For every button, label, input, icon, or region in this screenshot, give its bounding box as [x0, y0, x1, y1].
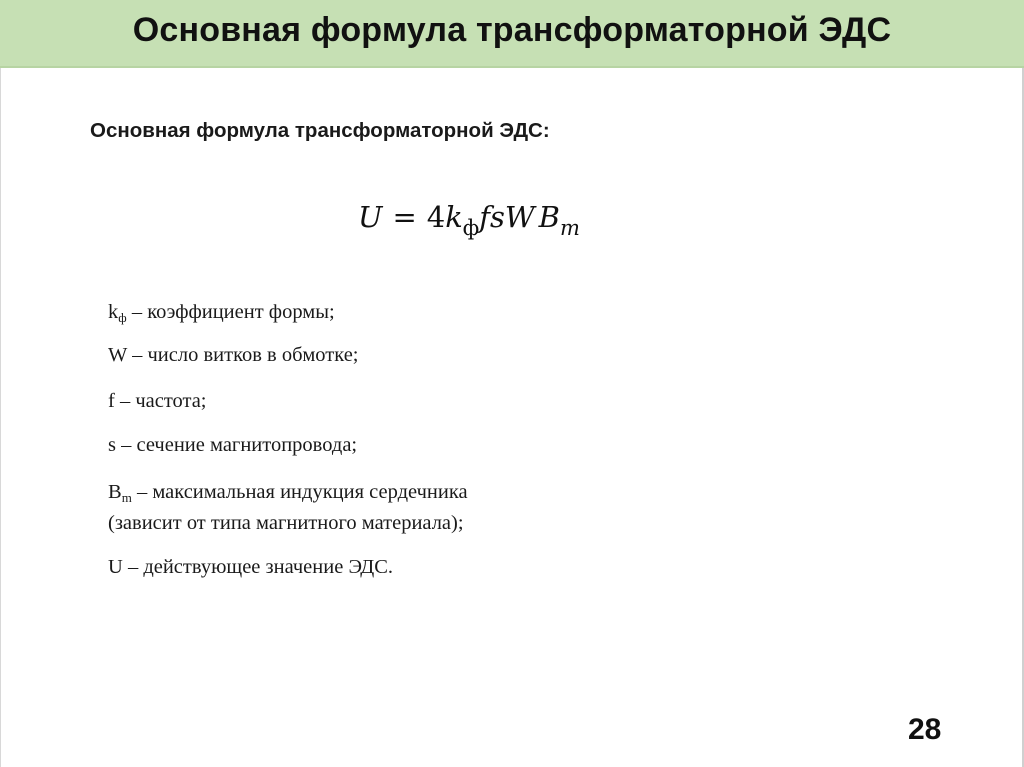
definition-symbol: B	[108, 481, 122, 503]
subtitle: Основная формула трансформаторной ЭДС:	[90, 119, 550, 142]
definition-symbol: s	[108, 434, 116, 456]
slide-title: Основная формула трансформаторной ЭДС	[132, 10, 892, 49]
definition-text: – частота;	[114, 390, 207, 412]
definition-text: – сечение магнитопровода;	[115, 434, 358, 456]
definition-u	[108, 556, 393, 579]
slide-left-edge	[0, 0, 1, 767]
definition-text: – коэффициент формы;	[126, 301, 335, 323]
formula-f: f	[479, 200, 490, 234]
formula-b-subscript: m	[559, 216, 580, 240]
definition-b	[108, 481, 468, 504]
formula-equals: =	[392, 200, 417, 234]
definition-symbol: U	[108, 556, 123, 578]
definition-w	[108, 344, 359, 367]
definition-s	[108, 434, 357, 457]
definition-text: – действующее значение ЭДС.	[122, 556, 394, 578]
title-bar	[0, 0, 1024, 68]
definition-text: – максимальная индукция сердечника	[131, 481, 468, 503]
definition-symbol: k	[108, 301, 119, 323]
definition-k	[108, 301, 335, 324]
definition-text: (зависит от типа магнитного материала);	[108, 512, 464, 534]
formula-b: B	[538, 200, 560, 234]
formula-k-subscript: ф	[462, 216, 480, 240]
formula-k: k	[445, 200, 463, 234]
definition-subscript: ф	[118, 310, 127, 325]
formula	[358, 200, 580, 240]
definition-f	[108, 390, 207, 413]
formula-w: W	[504, 200, 535, 234]
definition-subscript: m	[121, 490, 132, 505]
formula-s: s	[489, 200, 505, 234]
definition-b-continuation	[108, 512, 464, 535]
page-number: 28	[908, 713, 942, 746]
formula-coefficient: 4	[426, 200, 446, 234]
formula-lhs: U	[358, 200, 383, 234]
definition-symbol: f	[108, 390, 115, 412]
definition-symbol: W	[108, 344, 127, 366]
definition-text: – число витков в обмотке;	[126, 344, 359, 366]
